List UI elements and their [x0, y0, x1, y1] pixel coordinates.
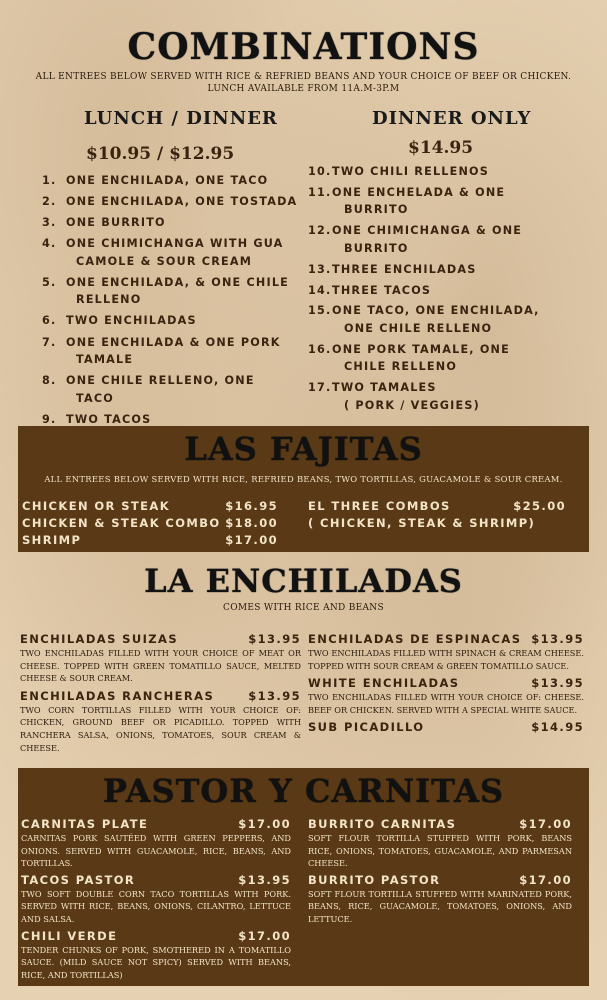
dish-price: $13.95 [248, 688, 301, 703]
dish-header [308, 675, 584, 691]
combo-number: 3. [42, 216, 57, 230]
fajita-item-name: EL THREE COMBOS [308, 499, 451, 513]
combo-item-line [308, 222, 590, 240]
combo-number: 2. [42, 195, 57, 209]
combo-item [42, 214, 304, 232]
dish-name: TACOS PASTOR [21, 872, 136, 887]
fajita-item-name: SHRIMP [22, 533, 82, 547]
combo-number: 5. [42, 275, 57, 289]
dish-price: $13.95 [248, 632, 301, 646]
combo-text: ONE ENCHILADA, ONE TOSTADA [66, 195, 298, 209]
dish-name: SUB PICADILLO [308, 720, 425, 735]
combo-item-line [308, 163, 590, 181]
enchiladas-right-list [308, 631, 584, 738]
combo-text-continued: BURRITO [344, 203, 409, 217]
combo-text: ONE PORK TAMALE, ONE [332, 342, 510, 356]
combo-text-continued: BURRITO [344, 241, 409, 255]
pastor-title: PASTOR Y CARNITAS [102, 772, 505, 810]
dish-item [308, 675, 584, 716]
fajita-item [22, 515, 278, 532]
dish-name: WHITE ENCHILADAS [308, 676, 460, 691]
combo-number: 6. [42, 314, 57, 328]
combo-text: TWO TAMALES [332, 381, 437, 395]
fajitas-section [18, 426, 589, 552]
combo-number: 12. [308, 224, 332, 238]
dish-name: BURRITO CARNITAS [308, 817, 457, 831]
combo-item-line [42, 235, 304, 253]
fajita-item-price: $17.00 [225, 533, 278, 547]
dish-item [308, 631, 584, 672]
combo-item-line [42, 372, 304, 390]
combo-text-continued: TAMALE [76, 353, 134, 367]
dinner-only-price: $14.95 [408, 138, 474, 158]
fajita-item [22, 498, 278, 515]
dish-price: $17.00 [238, 928, 291, 943]
fajita-item-detail: ( CHICKEN, STEAK & SHRIMP) [308, 516, 536, 530]
combo-text-continued: TACO [76, 391, 114, 405]
dish-description: TWO ENCHILADAS FILLED WITH YOUR CHOICE OF MEAT OR CHEESE. TOPPED WITH GREEN TOMATILLO SAUCE, MELTED CHEESE & SOUR CREAM. [20, 648, 301, 684]
fajitas-right-item [308, 498, 566, 532]
combo-text-continued: RELLENO [76, 293, 142, 307]
lunch-dinner-price: $10.95 / $12.95 [86, 144, 235, 164]
dinner-only-header: DINNER ONLY [372, 108, 532, 129]
dish-header [308, 631, 584, 647]
combo-item-line [42, 172, 304, 190]
dish-description: TENDER CHUNKS OF PORK, SMOTHERED IN A TOMATILLO SAUCE. (MILD SAUCE NOT SPICY) SERVED WITH BEANS, RICE, AND TORTILLAS) [21, 944, 291, 980]
fajita-item-price: $18.00 [225, 516, 278, 530]
combo-item [308, 163, 590, 181]
combo-item-line [308, 379, 590, 397]
dish-description: TWO ENCHILADAS FILLED WITH SPINACH & CREAM CHEESE. TOPPED WITH SOUR CREAM & GREEN TOMATILLO SAUCE. [308, 648, 584, 671]
combo-number: 1. [42, 174, 57, 187]
combo-item [42, 172, 304, 190]
fajita-item-name: CHICKEN OR STEAK [22, 499, 171, 513]
lunch-dinner-header: LUNCH / DINNER [84, 108, 278, 129]
combo-number: 11. [308, 185, 332, 199]
combo-number: 4. [42, 237, 57, 251]
dish-header [308, 719, 584, 735]
dish-description: CARNITAS PORK SAUTÉED WITH GREEN PEPPERS, AND ONIONS. SERVED WITH GUACAMOLE, RICE, BEANS, AND TORTILLAS. [21, 833, 291, 869]
dish-item [308, 719, 584, 735]
combo-number: 9. [42, 412, 57, 426]
fajita-item [22, 532, 278, 549]
dish-name: BURRITO PASTOR [308, 872, 441, 887]
combo-item [308, 184, 590, 219]
dish-price: $13.95 [531, 632, 584, 646]
dish-name: CHILI VERDE [21, 928, 118, 943]
combo-number: 10. [308, 165, 332, 178]
pastor-section [18, 768, 589, 986]
combo-item [308, 261, 590, 279]
combo-text: ONE CHIMICHANGA & ONE [332, 224, 523, 238]
combo-text: ONE CHILE RELLENO, ONE [66, 374, 255, 388]
combo-item-line [308, 282, 590, 300]
combo-text: ONE ENCHELADA & ONE [332, 185, 506, 199]
fajita-item-price: $16.95 [225, 499, 278, 513]
dish-name: ENCHILADAS RANCHERAS [20, 688, 215, 703]
dish-description: TWO SOFT DOUBLE CORN TACO TORTILLAS WITH PORK. SERVED WITH RICE, BEANS, ONIONS, CILANTRO, LETTUCE AND SALSA. [21, 888, 291, 924]
combo-item-line [308, 341, 590, 359]
dish-name: ENCHILADAS DE ESPINACAS [308, 632, 522, 646]
pastor-right-list [308, 816, 572, 928]
combo-item [42, 274, 304, 309]
dish-description: TWO CORN TORTILLAS FILLED WITH YOUR CHOICE OF: CHICKEN, GROUND BEEF OR PICADILLO. TOPPED WITH RANCHERA SALSA, ONIONS, TOMATOES, SOUR CREAM & CHEESE. [20, 704, 301, 753]
dish-description: SOFT FLOUR TORTILLA STUFFED WITH MARINATED PORK, BEANS, RICE, GUACAMOLE, TOMATOES, ONIONS, AND LETTUCE. [308, 888, 572, 924]
combo-item [308, 282, 590, 300]
combo-text: ONE TACO, ONE ENCHILADA, [332, 304, 540, 318]
combo-item-line [308, 302, 590, 320]
combo-text: TWO ENCHILADAS [66, 314, 197, 328]
dish-header [20, 688, 301, 704]
combo-text: ONE ENCHILADA, & ONE CHILE [66, 275, 290, 289]
dish-price: $13.95 [531, 676, 584, 691]
combo-text: ONE ENCHILADA & ONE PORK [66, 335, 281, 349]
combo-text: ONE CHIMICHANGA WITH GUA [66, 237, 284, 251]
combo-number: 13. [308, 262, 332, 276]
combo-text-continued: CHILE RELLENO [344, 360, 458, 374]
combo-text: ONE BURRITO [66, 216, 166, 230]
fajitas-subtitle: ALL ENTREES BELOW SERVED WITH RICE, REFRIED BEANS, TWO TORTILLAS, GUACAMOLE & SOUR CREAM. [44, 474, 563, 484]
dish-header [308, 816, 572, 832]
combo-item-line [42, 193, 304, 211]
combo-item-line [42, 334, 304, 352]
combo-item [308, 222, 590, 257]
dish-header [20, 631, 301, 647]
dish-price: $14.95 [531, 720, 584, 735]
dish-description: SOFT FLOUR TORTILLA STUFFED WITH PORK, BEANS RICE, ONIONS, TOMATOES, GUACAMOLE, AND PARMESAN CHEESE. [308, 833, 572, 869]
combo-text-continued: ONE CHILE RELLENO [344, 321, 493, 335]
combo-text-continued: ( PORK / VEGGIES) [344, 398, 480, 412]
enchiladas-left-list [20, 631, 301, 757]
combo-item [42, 235, 304, 270]
dish-header [21, 928, 291, 944]
combo-text-continued: CAMOLE & SOUR CREAM [76, 254, 253, 268]
dish-item [21, 872, 291, 926]
dish-header [21, 816, 291, 832]
combo-item-line [42, 312, 304, 330]
combo-item [308, 341, 590, 376]
dish-price: $17.00 [519, 872, 572, 887]
enchiladas-subtitle: COMES WITH RICE AND BEANS [223, 603, 384, 613]
combo-item [42, 312, 304, 330]
dish-price: $17.00 [238, 817, 291, 831]
lunch-combo-list [42, 172, 304, 432]
combo-text: ONE ENCHILADA, ONE TACO [66, 174, 269, 187]
dish-name: CARNITAS PLATE [21, 817, 149, 831]
dish-header [308, 872, 572, 888]
dinner-combo-list [308, 163, 590, 418]
combo-item [42, 193, 304, 211]
combo-text: TWO TACOS [66, 412, 152, 426]
combo-number: 15. [308, 304, 332, 318]
combo-text: THREE TACOS [332, 283, 432, 297]
combinations-title: COMBINATIONS [127, 26, 480, 68]
combinations-subtitle-1: ALL ENTREES BELOW SERVED WITH RICE & REFRIED BEANS AND YOUR CHOICE OF BEEF OR CHICKEN. [35, 72, 572, 82]
combo-number: 16. [308, 342, 332, 356]
combo-item [308, 302, 590, 337]
combo-item-line [308, 261, 590, 279]
combo-text: TWO CHILI RELLENOS [332, 165, 489, 178]
fajitas-title: LAS FAJITAS [184, 430, 423, 468]
combo-number: 8. [42, 374, 57, 388]
dish-item [308, 872, 572, 926]
combo-number: 7. [42, 335, 57, 349]
enchiladas-title: LA ENCHILADAS [144, 562, 463, 600]
combo-item-line [42, 214, 304, 232]
dish-price: $13.95 [238, 872, 291, 887]
combo-number: 17. [308, 381, 332, 395]
pastor-left-list [21, 816, 291, 983]
fajita-item-name: CHICKEN & STEAK COMBO [22, 516, 221, 530]
fajita-item-price: $25.00 [513, 499, 566, 513]
dish-item [20, 688, 301, 754]
combo-number: 14. [308, 283, 332, 297]
combo-item-line [42, 274, 304, 292]
dish-item [308, 816, 572, 870]
dish-header [21, 872, 291, 888]
dish-item [20, 631, 301, 685]
combo-item [42, 372, 304, 407]
dish-price: $17.00 [519, 817, 572, 831]
combo-item [42, 334, 304, 369]
dish-item [21, 928, 291, 982]
combo-item [308, 379, 590, 414]
dish-name: ENCHILADAS SUIZAS [20, 632, 179, 646]
combinations-subtitle-2: LUNCH AVAILABLE FROM 11A.M-3P.M [207, 84, 400, 94]
fajitas-left-list [22, 498, 278, 549]
combo-text: THREE ENCHILADAS [332, 262, 477, 276]
combo-item-line [308, 184, 590, 202]
dish-item [21, 816, 291, 870]
dish-description: TWO ENCHILADAS FILLED WITH YOUR CHOICE OF: CHEESE. BEEF OR CHICKEN. SERVED WITH A SPECIAL WHITE SAUCE. [308, 692, 584, 715]
